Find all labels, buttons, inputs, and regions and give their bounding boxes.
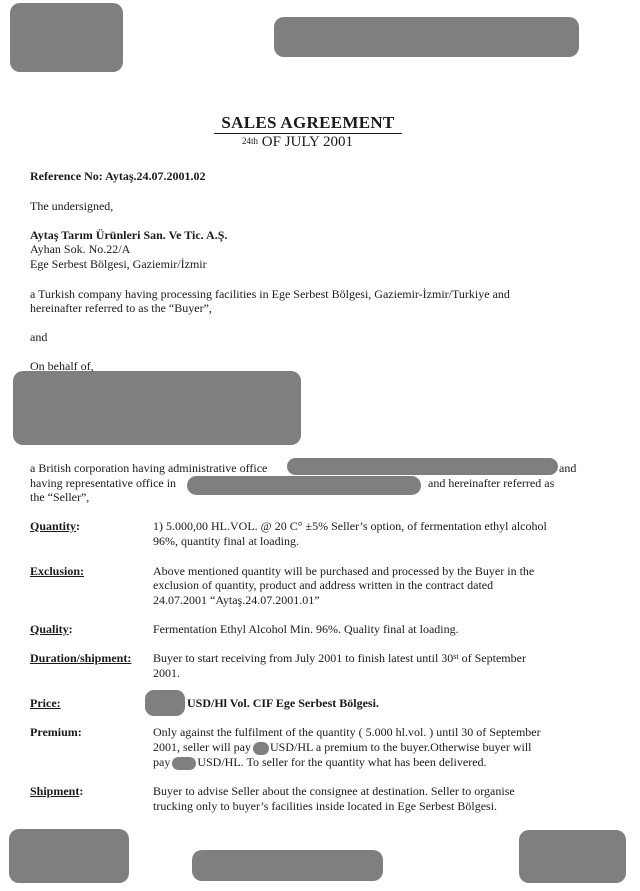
premium-line-1: Only against the fulfilment of the quantity ( 5.000 hl.vol. ) until 30 of September [153, 725, 541, 739]
buyer-address-1: Ayhan Sok. No.22/A [30, 242, 131, 256]
on-behalf-text: On behalf of, [30, 359, 94, 373]
quantity-label [30, 519, 80, 534]
shipment-label-text: Shipment [30, 784, 80, 798]
seller-description-1a: a British corporation having administrative office [30, 461, 268, 475]
redaction-premium-amount [253, 742, 269, 755]
redaction-admin-office [287, 458, 558, 475]
duration-line-1b: of September [458, 651, 526, 665]
seller-description-2b: and hereinafter referred as [428, 476, 555, 490]
price-label: Price: [30, 696, 61, 710]
redaction-bottom-center [192, 850, 383, 881]
quality-line-1: Fermentation Ethyl Alcohol Min. 96%. Quality final at loading. [153, 622, 459, 636]
buyer-description-2: hereinafter referred to as the “Buyer”, [30, 301, 212, 315]
premium-line-2a: 2001, seller will pay [153, 740, 251, 754]
shipment-line-2: trucking only to buyer’s facilities inside located in Ege Serbest Bölgesi. [153, 799, 498, 813]
buyer-name: Aytaş Tarım Ürünleri San. Ve Tic. A.Ş. [30, 228, 228, 242]
shipment-line-1: Buyer to advise Seller about the consignee at destination. Seller to organise [153, 784, 515, 798]
exclusion-label: Exclusion: [30, 564, 85, 578]
quantity-line-2: 96%, quantity final at loading. [153, 534, 299, 548]
redaction-top-left [10, 3, 123, 72]
redaction-premium-amount-2 [172, 757, 196, 770]
redaction-bottom-left [9, 829, 129, 883]
document-title: SALES AGREEMENT [214, 113, 402, 134]
redaction-rep-office [187, 476, 421, 495]
quantity-label-text: Quantity [30, 519, 77, 533]
redaction-price [145, 690, 185, 716]
duration-line-1 [153, 651, 526, 666]
seller-description-3: the “Seller”, [30, 490, 90, 504]
premium-line-2b: USD/HL a premium to the buyer.Otherwise buyer will [269, 740, 532, 754]
price-text: USD/Hl Vol. CIF Ege Serbest Bölgesi. [187, 696, 379, 710]
buyer-address-2: Ege Serbest Bölgesi, Gaziemir/İzmir [30, 257, 207, 271]
duration-line-1a: Buyer to start receiving from July 2001 to finish latest until 30 [153, 651, 454, 665]
premium-line-2 [153, 740, 532, 755]
premium-label: Premium: [30, 725, 82, 739]
redaction-bottom-right [519, 830, 626, 883]
duration-label: Duration/shipment: [30, 651, 132, 665]
document-date [242, 132, 353, 152]
undersigned-text: The undersigned, [30, 199, 114, 213]
quantity-line-1: 1) 5.000,00 HL.VOL. @ 20 C° ±5% Seller’s option, of fermentation ethyl alcohol [153, 519, 547, 533]
redaction-seller-block [13, 371, 301, 445]
exclusion-line-3: 24.07.2001 “Aytaş.24.07.2001.01” [153, 593, 320, 607]
redaction-top-right [274, 17, 579, 57]
premium-line-3 [153, 755, 487, 770]
duration-line-2: 2001. [153, 666, 180, 680]
date-day: 24th [242, 136, 259, 146]
reference-number: Reference No: Aytaş.24.07.2001.02 [30, 169, 206, 183]
exclusion-line-1: Above mentioned quantity will be purchased and processed by the Buyer in the [153, 564, 535, 578]
duration-line-1-sup: st [453, 652, 459, 661]
premium-line-3a: pay [153, 755, 171, 769]
premium-line-3b: USD/HL. To seller for the quantity what has been delivered. [197, 755, 487, 769]
date-rest: OF JULY 2001 [261, 134, 354, 150]
shipment-label-colon: : [79, 784, 84, 798]
shipment-label [30, 784, 83, 799]
buyer-description-1: a Turkish company having processing facilities in Ege Serbest Bölgesi, Gaziemir-İzmir/Turkiye and [30, 287, 510, 301]
and-text: and [30, 330, 48, 344]
quality-label [30, 622, 73, 637]
quality-label-text: Quality [30, 622, 69, 636]
exclusion-line-2: exclusion of quantity, product and address written in the contract dated [153, 578, 494, 592]
seller-description-1b: and [559, 461, 577, 475]
quantity-label-colon: : [76, 519, 81, 533]
quality-label-colon: : [68, 622, 73, 636]
seller-description-2a: having representative office in [30, 476, 177, 490]
